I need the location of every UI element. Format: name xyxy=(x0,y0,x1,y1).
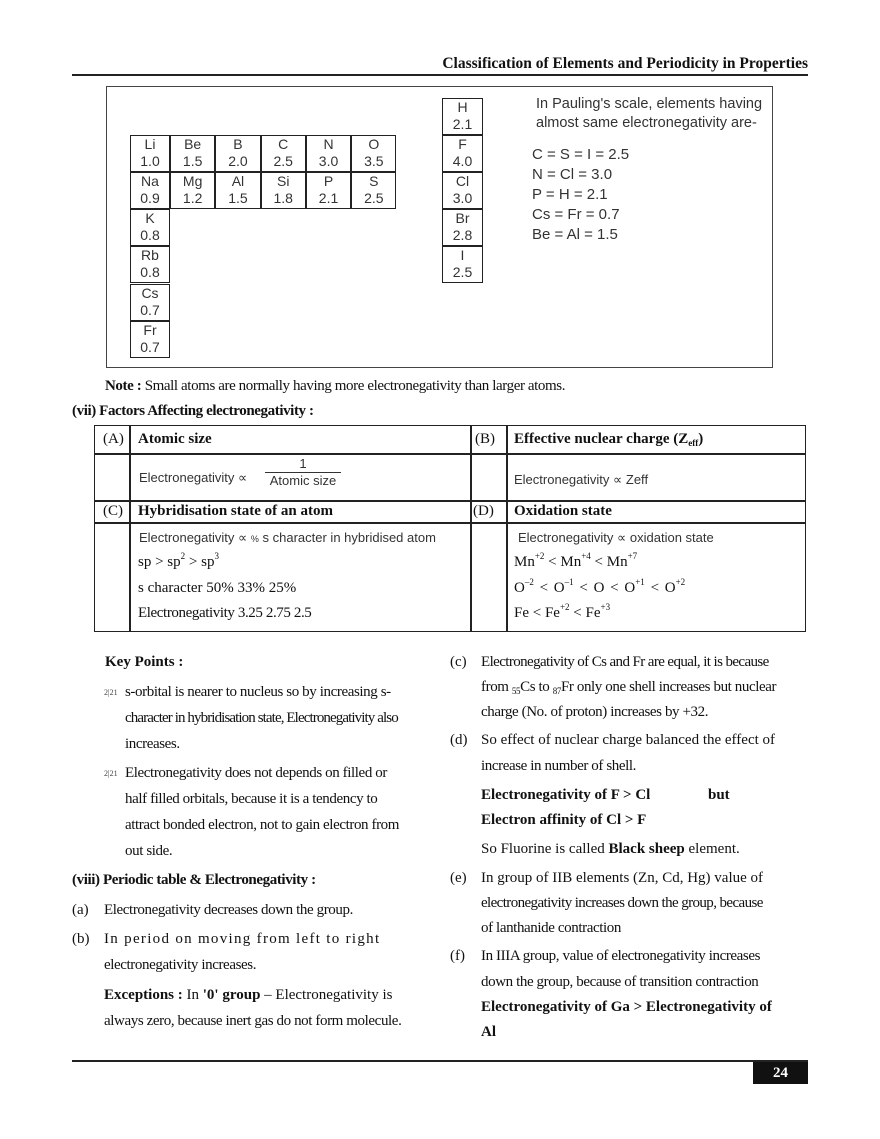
element-cell xyxy=(442,135,483,172)
element-en: 2.1 xyxy=(318,190,339,206)
key-points-title: Key Points : xyxy=(105,654,184,670)
element-symbol: H xyxy=(457,99,468,115)
element-en: 1.0 xyxy=(140,153,160,169)
sup: 3 xyxy=(214,551,219,561)
t: element. xyxy=(684,841,740,857)
equality: P = H = 2.1 xyxy=(532,186,608,203)
sub: 87 xyxy=(552,686,561,696)
element-symbol: Rb xyxy=(141,247,159,263)
item-text: So effect of nuclear charge balanced the effect of xyxy=(481,732,776,748)
charge: +3 xyxy=(600,602,611,612)
key-point-line: out side. xyxy=(125,843,173,859)
element-en: 1.2 xyxy=(182,190,203,206)
ex-label: Exceptions : xyxy=(104,987,183,1003)
title-end: ) xyxy=(698,431,704,447)
item-text: In group of IIB elements (Zn, Cd, Hg) value of xyxy=(481,870,764,886)
element-cell xyxy=(261,172,306,209)
formula-c xyxy=(139,530,436,546)
bullet-icon: 2|21 xyxy=(104,769,118,778)
element-cell xyxy=(170,135,215,172)
element-en: 0.8 xyxy=(140,264,160,280)
intro-line: In Pauling's scale, elements having xyxy=(536,96,763,112)
element-cell xyxy=(261,135,306,172)
label: (a) xyxy=(72,902,89,918)
element-symbol: Be xyxy=(184,136,202,152)
item-text: In IIIA group, value of electronegativity increases xyxy=(481,948,761,964)
sub: 55 xyxy=(511,686,521,696)
key-point-line: attract bonded electron, not to gain electron from xyxy=(125,817,400,833)
equality: Cs = Fr = 0.7 xyxy=(532,206,620,223)
element-en: 1.8 xyxy=(273,190,293,206)
element-cell xyxy=(215,135,260,172)
fraction xyxy=(265,456,341,488)
element-symbol: Li xyxy=(144,136,156,152)
equality: N = Cl = 3.0 xyxy=(532,166,613,183)
element-en: 2.8 xyxy=(452,227,473,243)
charge: –2 xyxy=(524,577,534,587)
t: Black sheep xyxy=(608,841,685,857)
item-text: Electronegativity of F > Cl xyxy=(481,787,651,803)
element-en: 3.0 xyxy=(318,153,339,169)
element-en: 2.5 xyxy=(452,264,473,280)
term: < O < O xyxy=(573,580,636,596)
element-en: 0.9 xyxy=(140,190,160,206)
term: O xyxy=(514,580,525,596)
label: (e) xyxy=(450,870,467,886)
note-text: Small atoms are normally having more electronegativity than larger atoms. xyxy=(141,378,566,394)
element-en: 3.5 xyxy=(364,153,384,169)
label-c: (C) xyxy=(103,503,123,519)
term: < O xyxy=(644,580,676,596)
key-point-line: s-orbital is nearer to nucleus so by increasing s- xyxy=(125,684,391,700)
percent: % xyxy=(250,534,259,544)
key-point-line: character in hybridisation state, Electronegativity also xyxy=(125,710,398,726)
element-cell xyxy=(130,209,170,246)
term: Fe < Fe xyxy=(514,605,560,621)
item-text: Al xyxy=(481,1024,496,1040)
sup: 2 xyxy=(180,551,186,561)
term: < Mn xyxy=(544,554,582,570)
item-text: increase in number of shell. xyxy=(481,758,636,774)
charge: +1 xyxy=(635,577,645,587)
element-symbol: C xyxy=(278,136,289,152)
key-point-line: increases. xyxy=(125,736,180,752)
footer-rule xyxy=(72,1060,808,1062)
charge: +2 xyxy=(675,577,686,587)
numerator: 1 xyxy=(265,456,341,473)
label-d: (D) xyxy=(473,503,494,519)
t: Fr only one shell increases but nuclear xyxy=(560,679,777,695)
key-point-line: Electronegativity does not depends on filled or xyxy=(125,765,387,781)
element-cell xyxy=(442,98,483,135)
equality: C = S = I = 2.5 xyxy=(532,146,630,163)
element-symbol: N xyxy=(323,136,334,152)
exceptions xyxy=(104,987,392,1004)
element-symbol: O xyxy=(368,136,380,152)
item-text: always zero, because inert gas do not form molecule. xyxy=(104,1013,402,1029)
element-cell xyxy=(351,172,396,209)
element-symbol: Fr xyxy=(143,322,157,338)
element-cell xyxy=(442,172,483,209)
element-cell xyxy=(306,135,351,172)
s-character: s character 50% 33% 25% xyxy=(138,580,297,596)
f-a: Electronegativity ∝ xyxy=(139,530,251,545)
item-text: Electronegativity of Ga > Electronegativity of xyxy=(481,999,772,1015)
hybrid-order xyxy=(138,551,219,571)
element-en: 0.7 xyxy=(140,339,160,355)
element-en: 1.5 xyxy=(182,153,203,169)
t: Cs to xyxy=(520,679,553,695)
element-cell xyxy=(306,172,351,209)
title-sub: eff xyxy=(688,438,699,448)
element-symbol: Na xyxy=(141,173,159,189)
element-en: 3.0 xyxy=(452,190,473,206)
fe-order xyxy=(514,602,611,622)
header-rule xyxy=(72,74,808,76)
term: < Fe xyxy=(569,605,601,621)
t: > sp xyxy=(185,554,215,570)
item-text xyxy=(481,841,740,858)
formula-d: Electronegativity ∝ oxidation state xyxy=(518,530,714,545)
item-text: Electronegativity decreases down the group. xyxy=(104,902,353,918)
title-text: Effective nuclear charge (Z xyxy=(514,431,689,447)
label: (f) xyxy=(450,948,465,964)
item-text: electronegativity increases down the group, because xyxy=(481,895,763,911)
element-symbol: Al xyxy=(231,173,245,189)
element-cell xyxy=(130,284,170,321)
term: Mn xyxy=(514,554,535,570)
element-cell xyxy=(170,172,215,209)
factor-title: Hybridisation state of an atom xyxy=(138,503,333,519)
term: < Mn xyxy=(590,554,628,570)
f-b: s character in hybridised atom xyxy=(258,530,436,545)
element-en: 0.8 xyxy=(140,227,160,243)
term: < O xyxy=(533,580,565,596)
item-text: Electron affinity of Cl > F xyxy=(481,812,647,828)
element-cell xyxy=(351,135,396,172)
item-text: electronegativity increases. xyxy=(104,957,257,973)
element-en: 4.0 xyxy=(452,153,473,169)
element-en: 2.0 xyxy=(228,153,248,169)
label-b: (B) xyxy=(475,431,495,447)
key-point-line: half filled orbitals, because it is a tendency to xyxy=(125,791,378,807)
element-cell xyxy=(215,172,260,209)
label: (b) xyxy=(72,931,90,947)
element-cell xyxy=(442,209,483,246)
element-symbol: Mg xyxy=(182,173,203,189)
element-symbol: Cl xyxy=(455,173,470,189)
formula-b: Electronegativity ∝ Zeff xyxy=(514,472,649,487)
denominator: Atomic size xyxy=(269,473,337,488)
t: So Fluorine is called xyxy=(481,841,609,857)
element-cell xyxy=(130,321,170,358)
intro-line: almost same electronegativity are- xyxy=(536,115,757,131)
element-symbol: K xyxy=(145,210,155,226)
factor-title: Oxidation state xyxy=(514,503,612,519)
label: (d) xyxy=(450,732,468,748)
item-text: charge (No. of proton) increases by +32. xyxy=(481,704,709,720)
element-cell xyxy=(130,135,170,172)
item-text xyxy=(481,679,776,696)
mn-order xyxy=(514,551,638,571)
formula-lhs: Electronegativity ∝ xyxy=(139,470,248,485)
charge: +4 xyxy=(581,551,591,561)
note-label: Note : xyxy=(105,378,142,394)
label-a: (A) xyxy=(103,431,124,447)
t: – Electronegativity is xyxy=(260,987,393,1003)
element-en: 2.5 xyxy=(364,190,384,206)
element-en: 0.7 xyxy=(140,302,160,318)
item-text: of lanthanide contraction xyxy=(481,920,621,936)
factors-table xyxy=(94,425,806,632)
element-en: 1.5 xyxy=(228,190,248,206)
running-header: Classification of Elements and Periodicity in Properties xyxy=(442,55,808,72)
t: from xyxy=(481,679,512,695)
t: sp > sp xyxy=(138,554,181,570)
charge: +2 xyxy=(534,551,545,561)
element-cell xyxy=(130,246,170,283)
charge: +2 xyxy=(559,602,570,612)
element-symbol: F xyxy=(458,136,467,152)
equalities-list xyxy=(532,145,629,245)
element-en: 2.1 xyxy=(452,116,473,132)
element-symbol: I xyxy=(460,247,465,263)
o-order xyxy=(514,577,686,597)
en-values: Electronegativity 3.25 2.75 2.5 xyxy=(138,605,312,621)
element-symbol: P xyxy=(323,173,334,189)
element-symbol: Br xyxy=(455,210,470,226)
bullet-icon: 2|21 xyxy=(104,688,118,697)
element-en: 2.5 xyxy=(273,153,293,169)
charge: +7 xyxy=(627,551,638,561)
pauling-intro xyxy=(536,95,762,133)
factor-title xyxy=(514,431,703,448)
element-symbol: B xyxy=(233,136,243,152)
label: (c) xyxy=(450,654,467,670)
element-symbol: S xyxy=(369,173,379,189)
element-cell xyxy=(442,246,483,283)
item-text: but xyxy=(708,787,730,803)
element-cell xyxy=(130,172,170,209)
note xyxy=(105,378,565,395)
item-text: down the group, because of transition contraction xyxy=(481,974,759,990)
t: In xyxy=(182,987,203,1003)
element-symbol: Cs xyxy=(141,285,159,301)
element-symbol: Si xyxy=(277,173,290,189)
section-vii-heading: (vii) Factors Affecting electronegativity : xyxy=(72,403,314,419)
item-text: In period on moving from left to right xyxy=(104,931,381,947)
charge: –1 xyxy=(564,577,574,587)
section-viii-heading: (viii) Periodic table & Electronegativity : xyxy=(72,872,316,888)
t: '0' group xyxy=(202,987,261,1003)
factor-title: Atomic size xyxy=(138,431,212,447)
equality: Be = Al = 1.5 xyxy=(532,226,618,243)
item-text: Electronegativity of Cs and Fr are equal, it is because xyxy=(481,654,769,670)
page-number: 24 xyxy=(753,1062,808,1084)
